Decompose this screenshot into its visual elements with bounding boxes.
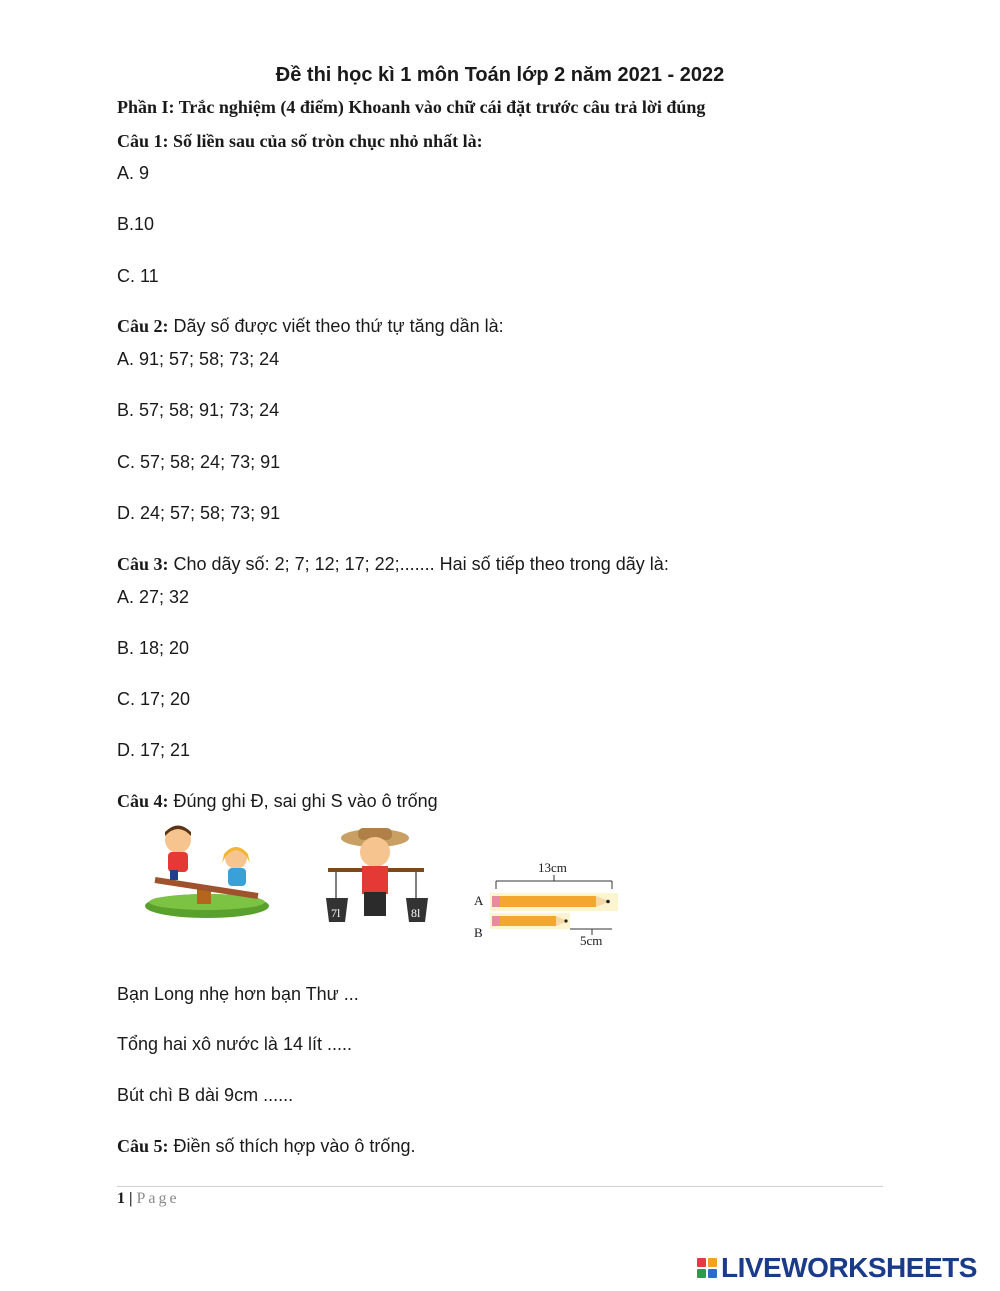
question-3-text: Cho dãy số: 2; 7; 12; 17; 22;....... Hai số tiếp theo trong dãy là: (168, 554, 669, 574)
q1-option-b: B.10 (117, 214, 155, 234)
question-1-label: Câu 1: Số liền sau của số tròn chục nhỏ nhất là: (117, 131, 483, 151)
question-3 (117, 554, 669, 575)
q1-option-c: C. 11 (117, 266, 159, 286)
logo-block (708, 1258, 717, 1267)
question-4 (117, 791, 438, 812)
q3-option-b: B. 18; 20 (117, 638, 190, 658)
page-separator: | (125, 1190, 137, 1207)
page-number: 1 (117, 1190, 125, 1207)
question-2-label: Câu 2: (117, 316, 169, 336)
q2-option-c: C. 57; 58; 24; 73; 91 (117, 452, 281, 472)
question-5-text: Điền số thích hợp vào ô trống. (168, 1136, 416, 1156)
pencil-a-label: A (474, 893, 484, 908)
q4-statement-1: Bạn Long nhẹ hơn bạn Thư ... (117, 984, 359, 1004)
q2-option-b: B. 57; 58; 91; 73; 24 (117, 400, 280, 420)
pencils-illustration (468, 855, 628, 950)
part-heading: Phần I: Trắc nghiệm (4 điểm) Khoanh vào chữ cái đặt trước câu trả lời đúng (117, 97, 706, 117)
bucket-carrier-illustration (320, 826, 440, 926)
q4-statement-2: Tổng hai xô nước là 14 lít ..... (117, 1034, 352, 1054)
bucket-left-label: 7l (331, 906, 341, 920)
q3-option-d: D. 17; 21 (117, 740, 191, 760)
q2-option-d: D. 24; 57; 58; 73; 91 (117, 503, 281, 523)
question-2-text: Dãy số được viết theo thứ tự tăng dần là: (168, 316, 504, 336)
logo-block (708, 1269, 717, 1278)
question-5 (117, 1136, 415, 1157)
question-4-text: Đúng ghi Đ, sai ghi S vào ô trống (168, 791, 438, 811)
seesaw-illustration (140, 822, 275, 922)
q4-statement-3: Bút chì B dài 9cm ...... (117, 1085, 294, 1105)
logo-text: LIVEWORKSHEETS (721, 1252, 977, 1283)
footer-divider (117, 1186, 883, 1187)
question-5-label: Câu 5: (117, 1136, 169, 1156)
question-2 (117, 316, 504, 337)
logo-block (697, 1269, 706, 1278)
q2-option-a: A. 91; 57; 58; 73; 24 (117, 349, 280, 369)
logo-blocks-icon (697, 1258, 717, 1278)
page-word: Page (136, 1190, 180, 1207)
worksheet-title: Đề thi học kì 1 môn Toán lớp 2 năm 2021 - 2022 (275, 64, 725, 86)
q1-option-a: A. 9 (117, 163, 150, 183)
pencil-b-label: B (474, 925, 483, 940)
q3-option-c: C. 17; 20 (117, 689, 191, 709)
pencil-total-length: 13cm (538, 860, 567, 875)
question-3-label: Câu 3: (117, 554, 169, 574)
page-footer (117, 1190, 180, 1208)
pencil-difference-length: 5cm (580, 933, 603, 948)
bucket-right-label: 8l (411, 906, 421, 920)
liveworksheets-logo (697, 1252, 977, 1284)
q3-option-a: A. 27; 32 (117, 587, 190, 607)
logo-block (697, 1258, 706, 1267)
question-4-label: Câu 4: (117, 791, 169, 811)
